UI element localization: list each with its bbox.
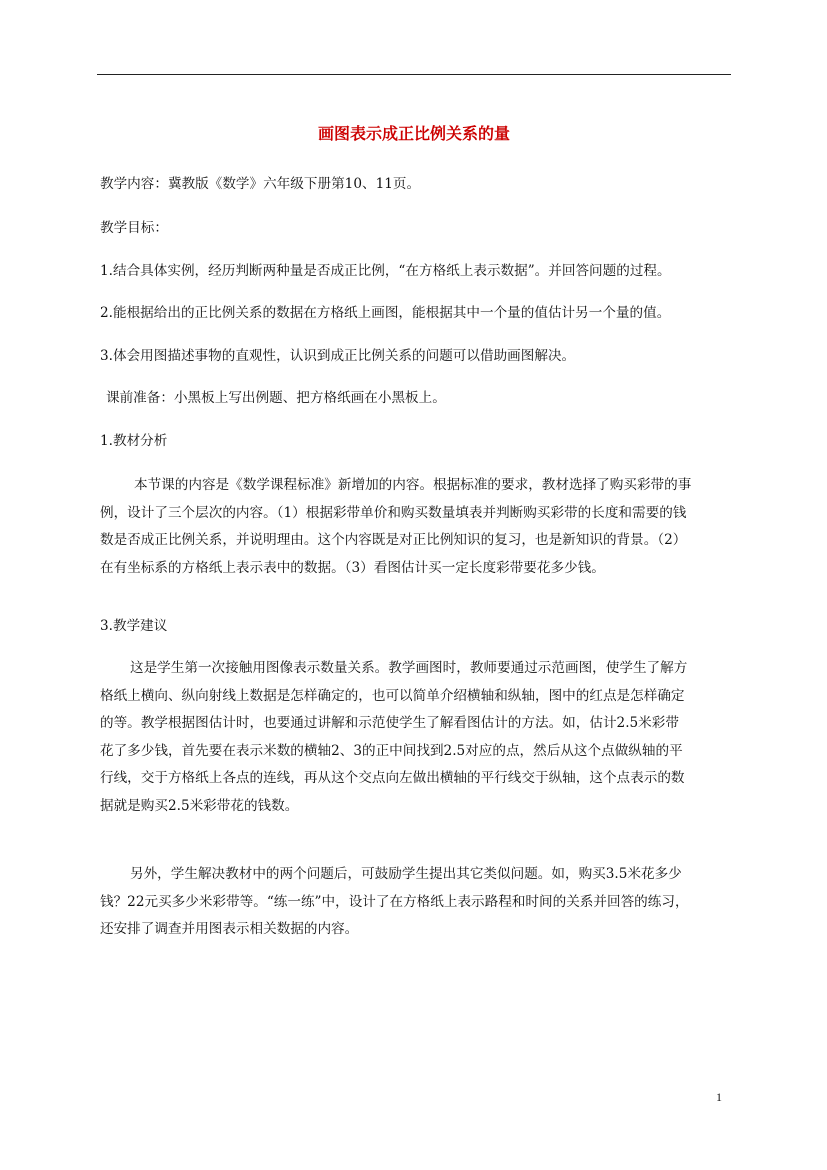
- goals-heading: 教学目标：: [100, 220, 168, 236]
- header-rule: [97, 74, 731, 75]
- paragraph-line: 例，设计了三个层次的内容。（1）根据彩带单价和购买数量填表并判断购买彩带的长度和需要的钱: [100, 504, 687, 521]
- preparation-line: 课前准备：小黑板上写出例题、把方格纸画在小黑板上。: [106, 390, 446, 406]
- content-line: 教学内容：冀教版《数学》六年级下册第10、11页。: [100, 176, 421, 192]
- goal-item-3: 3.体会用图描述事物的直观性，认识到成正比例关系的问题可以借助画图解决。: [100, 348, 576, 364]
- paragraph-line: 的等。教学根据图估计时，也要通过讲解和示范使学生了解看图估计的方法。如，估计2.5米彩带: [100, 715, 679, 731]
- paragraph-line: 数是否成正比例关系，并说明理由。这个内容既是对正比例知识的复习，也是新知识的背景。（2）: [100, 532, 687, 548]
- page-number: 1: [716, 1090, 722, 1104]
- paragraph-line: 本节课的内容是《数学课程标准》新增加的内容。根据标准的要求，教材选择了购买彩带的事: [134, 477, 692, 493]
- paragraph-line: 钱？22元买多少米彩带等。“练一练”中，设计了在方格纸上表示路程和时间的关系并回答的练习，: [100, 893, 689, 910]
- section-heading-suggestions: 3.教学建议: [100, 618, 168, 634]
- goal-item-2: 2.能根据给出的正比例关系的数据在方格纸上画图，能根据其中一个量的值估计另一个量的值。: [100, 305, 671, 321]
- closing-paragraph: [100, 861, 730, 944]
- paragraph-line: 行线，交于方格纸上各点的连线，再从这个交点向左做出横轴的平行线交于纵轴，这个点表示的数: [100, 770, 685, 786]
- analysis-paragraph: [100, 472, 730, 582]
- paragraph-line: 这是学生第一次接触用图像表示数量关系。教学画图时，教师要通过示范画图，使学生了解方: [130, 660, 688, 676]
- paragraph-line: 据就是购买2.5米彩带花的钱数。: [100, 797, 299, 814]
- paragraph-line: 在有坐标系的方格纸上表示表中的数据。（3）看图估计买一定长度彩带要花多少钱。: [100, 559, 605, 576]
- paragraph-line: 另外，学生解决教材中的两个问题后，可鼓励学生提出其它类似问题。如，购买3.5米花多少: [130, 866, 682, 882]
- suggestions-paragraph: [100, 655, 730, 820]
- paragraph-line: 花了多少钱，首先要在表示米数的横轴2、3的正中间找到2.5对应的点，然后从这个点做纵轴的平: [100, 742, 683, 759]
- page-title: 画图表示成正比例关系的量: [317, 124, 510, 143]
- paragraph-line: 还安排了调查并用图表示相关数据的内容。: [100, 921, 359, 937]
- paragraph-line: 格纸上横向、纵向射线上数据是怎样确定的，也可以简单介绍横轴和纵轴，图中的红点是怎样确定: [100, 687, 685, 704]
- goal-item-1: 1.结合具体实例，经历判断两种量是否成正比例，“在方格纸上表示数据”。并回答问题的过程。: [100, 263, 671, 279]
- section-heading-analysis: 1.教材分析: [100, 433, 168, 449]
